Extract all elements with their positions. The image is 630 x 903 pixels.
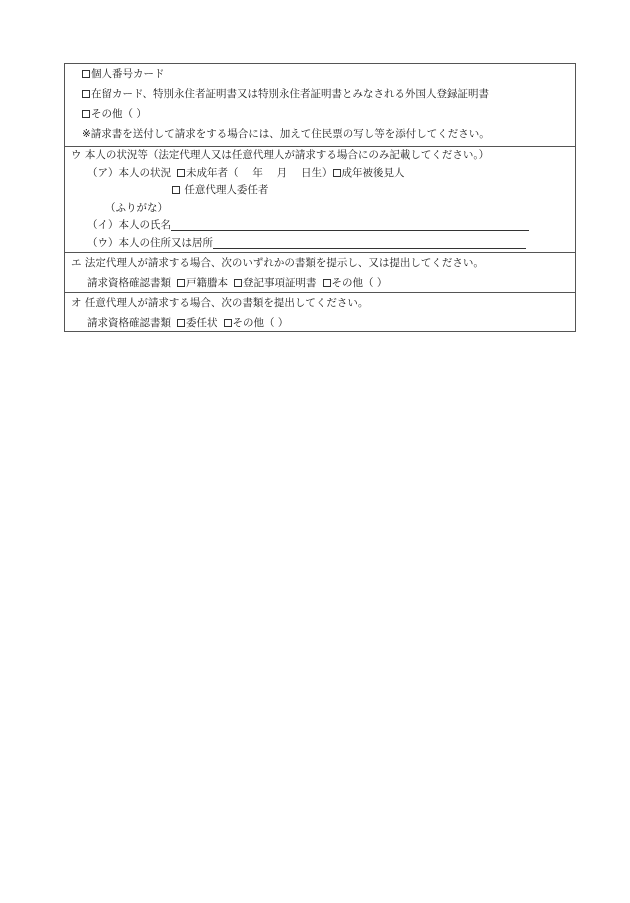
option-label: 在留カード、特別永住者証明書又は特別永住者証明書とみなされる外国人登録証明書 <box>91 88 490 100</box>
power-of-attorney-label: 委任状 <box>186 317 218 329</box>
legal-representative-section <box>65 252 575 292</box>
family-register-label: 戸籍謄本 <box>186 277 228 289</box>
option-my-number-card <box>65 64 575 84</box>
option-residence-card <box>65 84 575 104</box>
legal-other-label: その他（ ） <box>331 277 388 289</box>
checkbox-delegator[interactable] <box>172 186 180 194</box>
principal-name-row <box>65 217 575 235</box>
section-heading-e: エ 法定代理人が請求する場合、次のいずれかの書類を提示し、又は提出してください。 <box>71 257 484 269</box>
checkbox-other[interactable] <box>82 110 90 118</box>
mail-request-note: ※請求書を送付して請求をする場合には、加えて住民票の写し等を添付してください。 <box>82 128 490 140</box>
checkbox-registry-certificate[interactable] <box>234 279 242 287</box>
checkbox-power-of-attorney[interactable] <box>177 319 185 327</box>
address-field[interactable] <box>213 235 526 249</box>
checkbox-agent-other[interactable] <box>224 319 232 327</box>
identity-documents-section <box>65 64 575 146</box>
principal-status-row <box>65 165 575 183</box>
registry-certificate-label: 登記事項証明書 <box>243 277 317 289</box>
principal-status-section <box>65 146 575 252</box>
name-field[interactable] <box>171 217 529 231</box>
agent-docs-row <box>65 313 575 333</box>
checkbox-residence-card[interactable] <box>82 90 90 98</box>
status-label: （ア）本人の状況 <box>87 166 171 179</box>
option-label: 個人番号カード <box>91 68 165 80</box>
delegator-row <box>65 182 575 200</box>
option-label: その他（ ） <box>91 108 147 120</box>
option-other <box>65 104 575 124</box>
checkbox-minor[interactable] <box>177 169 185 177</box>
checkbox-legal-other[interactable] <box>323 279 331 287</box>
furigana-label: （ふりがな） <box>105 201 168 214</box>
checkbox-my-number-card[interactable] <box>82 70 90 78</box>
agent-other-label: その他（ ） <box>232 317 289 329</box>
checkbox-family-register[interactable] <box>177 279 185 287</box>
section-heading-u: ウ 本人の状況等（法定代理人又は任意代理人が請求する場合にのみ記載してください。） <box>71 149 490 161</box>
adult-guardian-label: 成年被後見人 <box>341 166 405 179</box>
minor-label: 未成年者（ 年 月 日生） <box>186 166 333 179</box>
principal-address-row <box>65 235 575 253</box>
legal-docs-row <box>65 273 575 293</box>
name-label: （イ）本人の氏名 <box>87 219 171 232</box>
checkbox-adult-guardian[interactable] <box>333 169 341 177</box>
docs-label: 請求資格確認書類 <box>87 277 171 289</box>
delegator-label: 任意代理人委任者 <box>181 184 269 197</box>
section-heading-o: オ 任意代理人が請求する場合、次の書類を提出してください。 <box>71 297 369 309</box>
request-form-table <box>64 63 576 332</box>
docs-label: 請求資格確認書類 <box>87 317 171 329</box>
voluntary-agent-section <box>65 292 575 331</box>
address-label: （ウ）本人の住所又は居所 <box>87 236 213 249</box>
